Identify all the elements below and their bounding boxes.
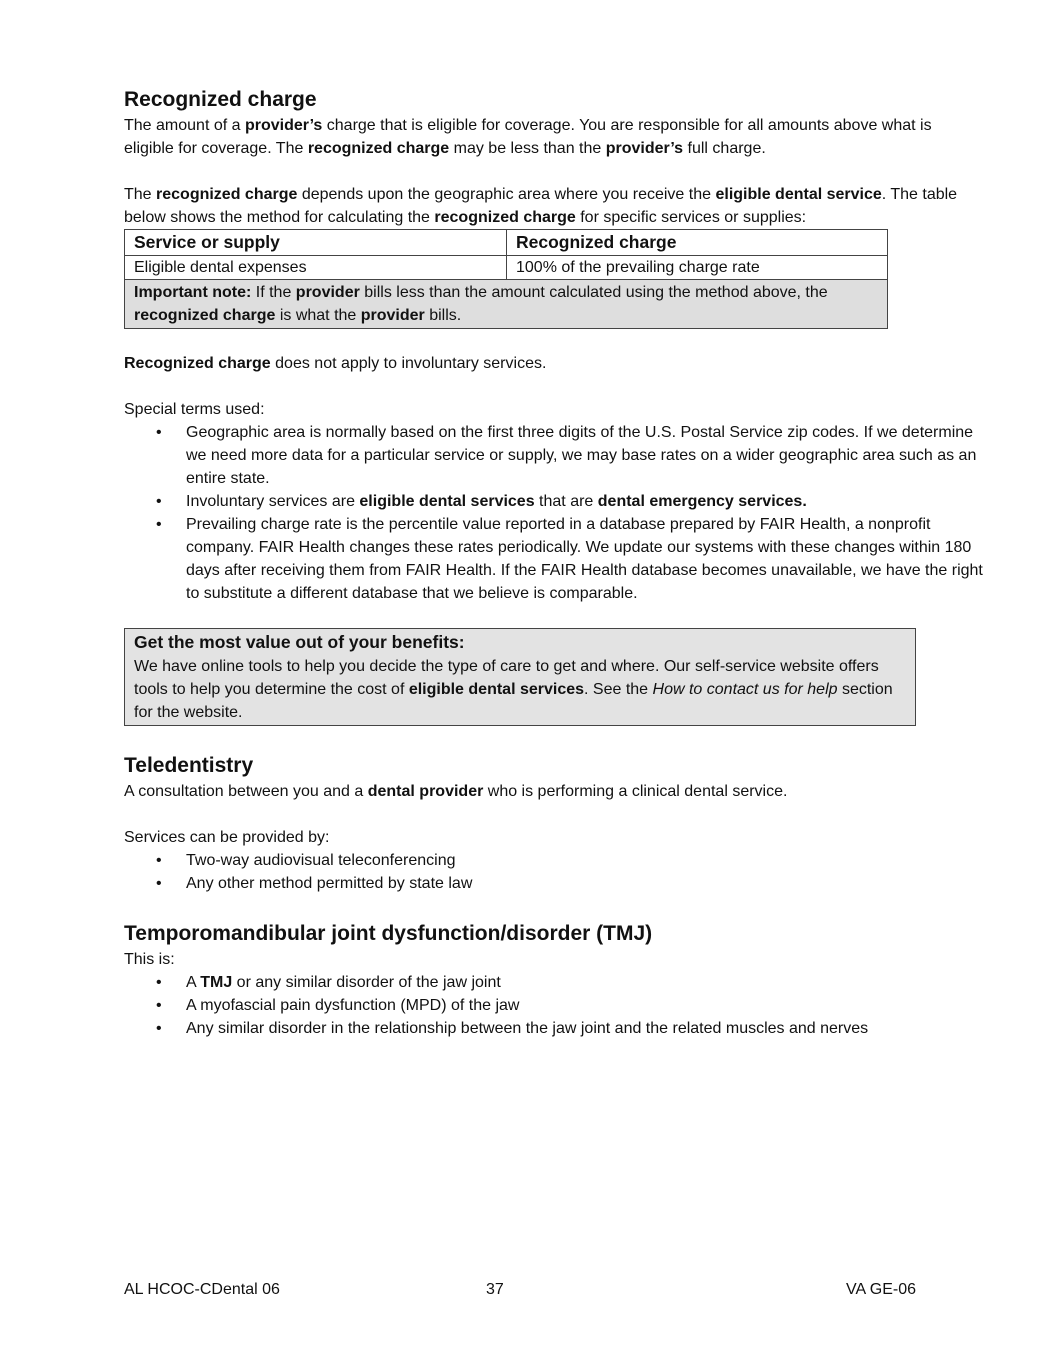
page-footer bbox=[124, 1281, 916, 1303]
services-label: Services can be provided by: bbox=[124, 829, 330, 846]
value-callout-box bbox=[124, 628, 916, 726]
recognized-charge-table bbox=[124, 229, 888, 329]
involuntary-services-note: Recognized charge does not apply to involuntary services. bbox=[124, 355, 547, 372]
list-item: • A TMJ or any similar disorder of the jaw joint bbox=[186, 971, 984, 994]
list-item: • Prevailing charge rate is the percentile value reported in a database prepared by FAIR Health, a nonprofit company. FAIR Health changes these rates periodically. We update our systems with these changes within 180 days after receiving them from FAIR Health. If the FAIR Health database becomes unavailable, we have the right to substitute a different database that we believe is comparable. bbox=[186, 513, 984, 605]
table-header-cell: Recognized charge bbox=[507, 230, 888, 256]
value-callout-text: We have online tools to help you decide the type of care to get and where. Our self-service website offers tools to help you determine the cost of eligible dental services. See the How to contact us for help section for the website. bbox=[134, 658, 893, 721]
recognized-charge-heading: Recognized charge bbox=[124, 88, 317, 111]
table-header-row bbox=[125, 230, 888, 256]
tmj-list bbox=[124, 971, 984, 1040]
table-header-cell: Service or supply bbox=[125, 230, 507, 256]
document-page bbox=[124, 86, 984, 1040]
table-cell: Eligible dental expenses bbox=[125, 256, 507, 280]
list-item: • A myofascial pain dysfunction (MPD) of the jaw bbox=[186, 994, 984, 1017]
teledentistry-definition: A consultation between you and a dental provider who is performing a clinical dental service. bbox=[124, 783, 788, 800]
teledentistry-services-list bbox=[124, 849, 984, 895]
table-row bbox=[125, 256, 888, 280]
teledentistry-heading: Teledentistry bbox=[124, 754, 254, 777]
important-note: Important note: If the provider bills less than the amount calculated using the method above, the recognized charge is what the provider bills. bbox=[125, 280, 888, 329]
important-note-row bbox=[125, 280, 888, 329]
value-callout-title: Get the most value out of your benefits: bbox=[134, 632, 465, 652]
list-item: • Two-way audiovisual teleconferencing bbox=[186, 849, 984, 872]
tmj-intro: This is: bbox=[124, 951, 175, 968]
page-number: 37 bbox=[486, 1281, 504, 1298]
recognized-charge-method-text: The recognized charge depends upon the geographic area where you receive the eligible dental service. The table below shows the method for calculating the recognized charge for specific services or supplies: bbox=[124, 186, 958, 226]
list-item: • Involuntary services are eligible dental services that are dental emergency services. bbox=[186, 490, 984, 513]
list-item: • Geographic area is normally based on the first three digits of the U.S. Postal Service zip codes. If we determine we need more data for a particular service or supply, we may base rates on a wider geographic area such as an entire state. bbox=[186, 421, 984, 490]
special-terms-label: Special terms used: bbox=[124, 401, 265, 418]
list-item: • Any other method permitted by state law bbox=[186, 872, 984, 895]
tmj-heading: Temporomandibular joint dysfunction/disorder (TMJ) bbox=[124, 922, 653, 945]
special-terms-list bbox=[124, 421, 984, 605]
list-item: • Any similar disorder in the relationship between the jaw joint and the related muscles and nerves bbox=[186, 1017, 984, 1040]
footer-left-code: AL HCOC-CDental 06 bbox=[124, 1281, 280, 1298]
recognized-charge-definition: The amount of a provider’s charge that is eligible for coverage. You are responsible for all amounts above what is eligible for coverage. The recognized charge may be less than the provider’s full charge. bbox=[124, 117, 932, 157]
footer-right-code: VA GE-06 bbox=[846, 1281, 916, 1298]
table-cell: 100% of the prevailing charge rate bbox=[507, 256, 888, 280]
